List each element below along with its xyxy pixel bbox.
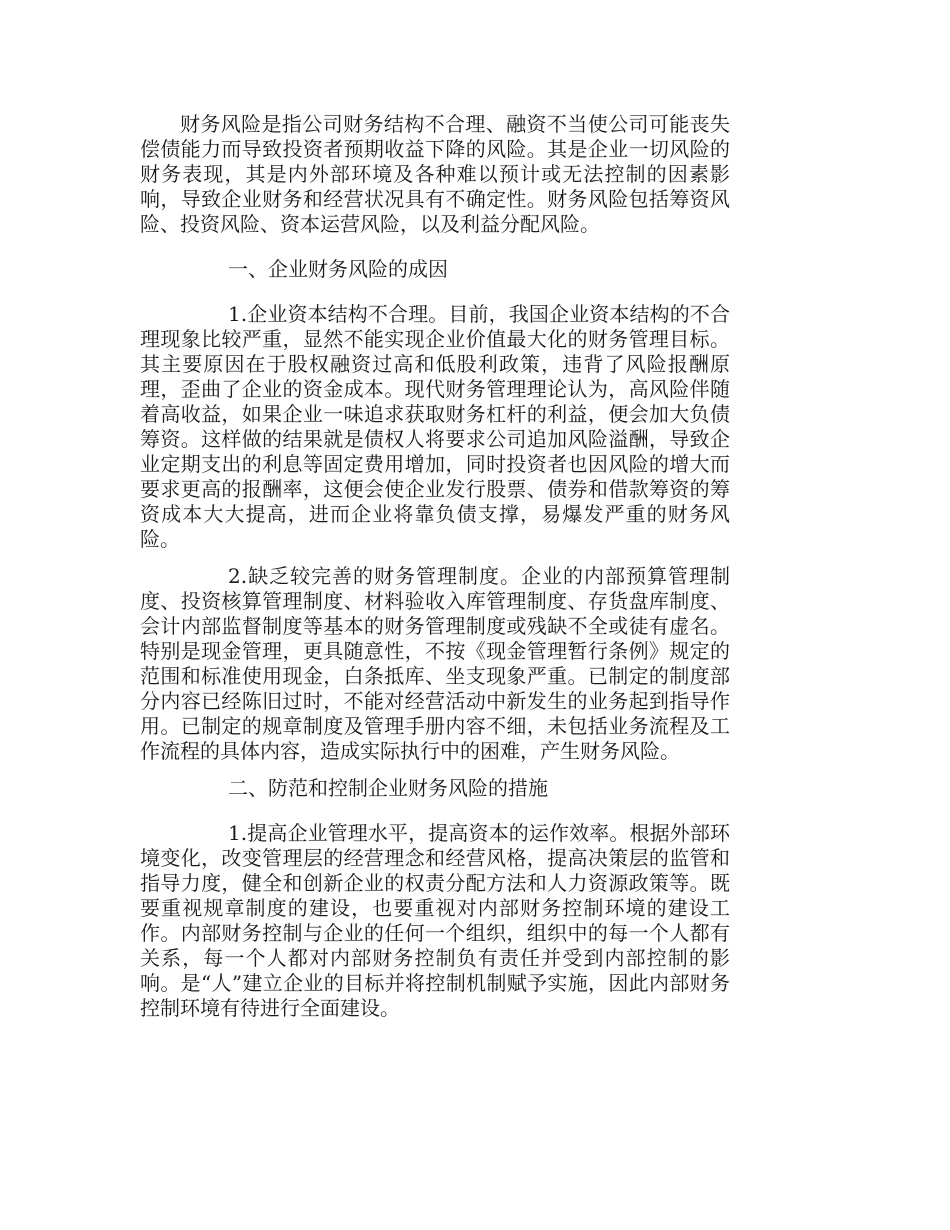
measure-paragraph-1: 1.提高企业管理水平，提高资本的运作效率。根据外部环境变化，改变管理层的经营理念和经营风格，提高决策层的监管和指导力度，健全和创新企业的权责分配方法和人力资源政策等。既要重视规章制度的建设，也要重视对内部财务控制环境的建设工作。内部财务控制与企业的任何一个组织，组织中的每一个人都有关系，每一个人都对内部财务控制负有责任并受到内部控制的影响。是“人”建立企业的目标并将控制机制赋予实施，因此内部财务控制环境有待进行全面建设。 bbox=[140, 821, 730, 1020]
intro-paragraph: 财务风险是指公司财务结构不合理、融资不当使公司可能丧失偿债能力而导致投资者预期收益下降的风险。其是企业一切风险的财务表现，其是内外部环境及各种难以预计或无法控制的因素影响，导致企业财务和经营状况具有不确定性。财务风险包括筹资风险、投资风险、资本运营风险，以及利益分配风险。 bbox=[140, 112, 730, 236]
section-heading-causes: 一、企业财务风险的成因 bbox=[228, 257, 448, 281]
cause-paragraph-1: 1.企业资本结构不合理。目前，我国企业资本结构的不合理现象比较严重，显然不能实现企业价值最大化的财务管理目标。其主要原因在于股权融资过高和低股利政策，违背了风险报酬原理，歪曲了企业的资金成本。现代财务管理理论认为，高风险伴随着高收益，如果企业一味追求获取财务杠杆的利益，便会加大负债筹资。这样做的结果就是债权人将要求公司追加风险溢酬，导致企业定期支出的利息等固定费用增加，同时投资者也因风险的增大而要求更高的报酬率，这便会使企业发行股票、债券和借款筹资的筹资成本大大提高，进而企业将靠负债支撑，易爆发严重的财务风险。 bbox=[140, 302, 730, 551]
section-heading-measures: 二、防范和控制企业财务风险的措施 bbox=[228, 776, 548, 800]
document-page bbox=[140, 112, 730, 1033]
cause-paragraph-2: 2.缺乏较完善的财务管理制度。企业的内部预算管理制度、投资核算管理制度、材料验收入库管理制度、存货盘库制度、会计内部监督制度等基本的财务管理制度或残缺不全或徒有虚名。特别是现金管理，更具随意性，不按《现金管理暂行条例》规定的范围和标准使用现金，白条抵库、坐支现象严重。已制定的制度部分内容已经陈旧过时，不能对经营活动中新发生的业务起到指导作用。已制定的规章制度及管理手册内容不细，未包括业务流程及工作流程的具体内容，造成实际执行中的困难，产生财务风险。 bbox=[140, 564, 730, 763]
